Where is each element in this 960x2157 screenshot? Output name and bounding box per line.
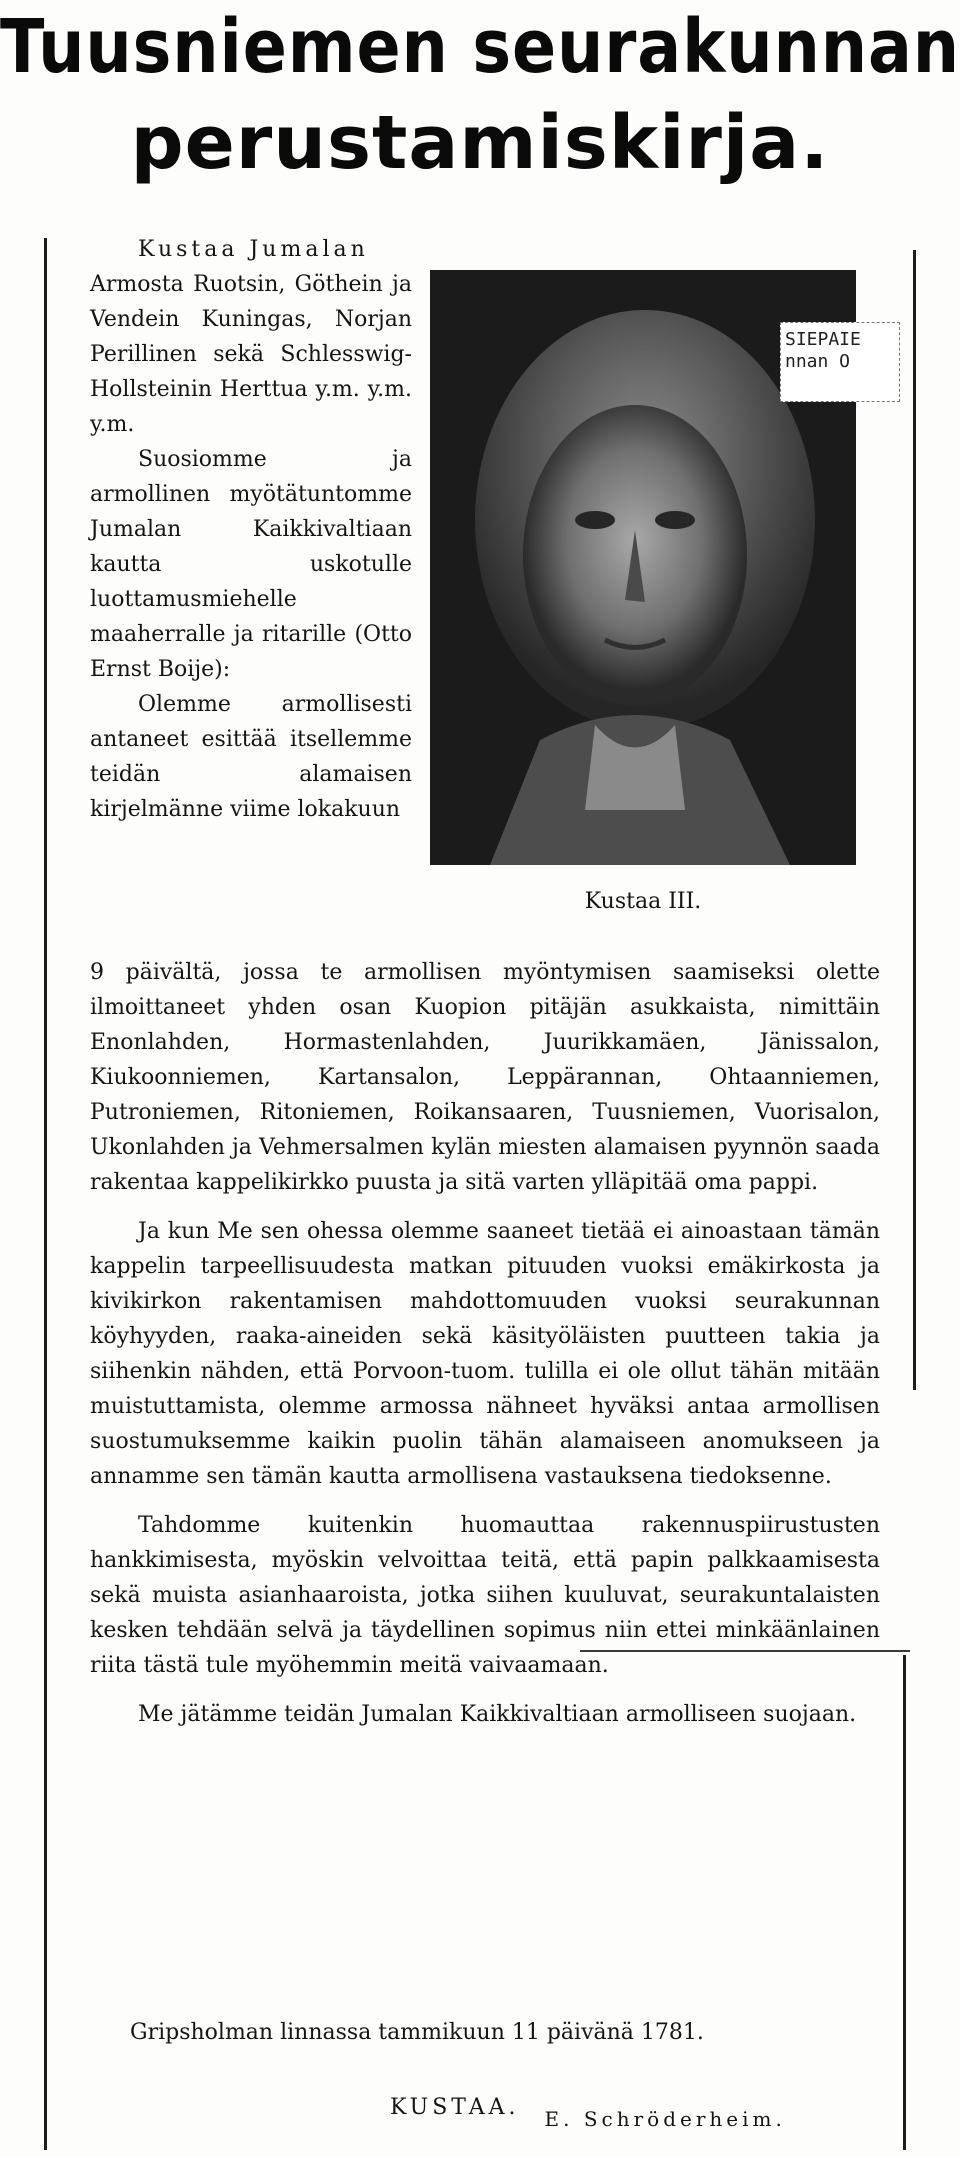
paragraph-gap bbox=[90, 1200, 880, 1214]
paragraph-titles: Armosta Ruotsin, Göthein ja Vendein Kuningas, Norjan Perillinen sekä Schlesswig-Hollsteinin Herttua y.m. y.m. y.m. bbox=[90, 272, 412, 437]
signature-king: KUSTAA. bbox=[390, 2095, 520, 2120]
signatures bbox=[390, 2092, 786, 2131]
paragraph-approval: Ja kun Me sen ohessa olemme saaneet tietää ei ainoastaan tämän kappelin tarpeellisuudesta matkan pituuden vuoksi emäkirkosta ja kivikirkon rakentamisen mahdottomuuden vuoksi seurakunnan köyhyyden, raaka-aineiden sekä käsityöläisten puutteen takia ja siihenkin nähden, että Porvoon-tuom. tulilla ei ole ollut tähän mitään muistuttamista, olemme armossa nähneet hyväksi antaa armollisen suostumuksemme kaikin puolin tähän alamaiseen anomukseen ja annamme sen tämän kautta armollisena vastauksena tiedoksenne. bbox=[90, 1219, 880, 1489]
paragraph-blessing: Me jätämme teidän Jumalan Kaikkivaltiaan armolliseen suojaan. bbox=[138, 1702, 857, 1727]
full-width-text bbox=[90, 955, 880, 1732]
left-column-text bbox=[90, 232, 412, 827]
left-column-rule bbox=[44, 238, 47, 2150]
paragraph-greeting: Suosiomme ja armollinen myötätuntomme Jumalan Kaikkivaltiaan kautta uskotulle luottamusmiehelle maaherralle ja ritarille (Otto Ernst Boije): bbox=[90, 447, 412, 682]
right-column-rule-top bbox=[913, 250, 916, 1390]
closing bbox=[90, 2015, 880, 2050]
portrait-caption: Kustaa III. bbox=[584, 889, 702, 914]
paragraph-gap bbox=[90, 1494, 880, 1508]
paragraph-petition-start: Olemme armollisesti antaneet esittää itsellemme teidän alamaisen kirjelmänne viime lokakuun bbox=[90, 692, 412, 822]
letter-opening: Kustaa Jumalan bbox=[138, 237, 369, 262]
paragraph-gap bbox=[90, 1683, 880, 1697]
signature-secretary: E. Schröderheim. bbox=[544, 2107, 786, 2131]
headline-line-1: Tuusniemen seurakunnan bbox=[0, 4, 960, 90]
headline-line-2: perustamiskirja. bbox=[130, 100, 830, 186]
place-and-date: Gripsholman linnassa tammikuun 11 päivänä 1781. bbox=[130, 2020, 704, 2045]
stamp-line-2: nnan O bbox=[785, 351, 851, 372]
stamp-line-1: SIEPAIE bbox=[785, 329, 861, 350]
paragraph-petition-continued: 9 päivältä, jossa te armollisen myöntymisen saamiseksi olette ilmoittaneet yhden osan Kuopion pitäjän asukkaista, nimittäin Enonlahden, Hormastenlahden, Juurikkamäen, Jänissalon, Kiukoonniemen, Kartansalon, Leppärannan, Ohtaanniemen, Putroniemen, Ritoniemen, Roikansaaren, Tuusniemen, Vuorisalon, Ukonlahden ja Vehmersalmen kylän miesten alamaisen pyynnön saada rakentaa kappelikirkko puusta ja sitä varten ylläpitää oma pappi. bbox=[90, 960, 880, 1195]
right-column-rule-bottom bbox=[903, 1655, 906, 2150]
clipping-stamp bbox=[780, 322, 900, 402]
paragraph-conditions: Tahdomme kuitenkin huomauttaa rakennuspiirustusten hankkimisesta, myöskin velvoittaa teitä, että papin palkkaamisesta sekä muista asianhaaroista, jotka siihen kuuluvat, seurakuntalaisten kesken tehdään selvä ja täydellinen sopimus niin ettei minkäänlainen riita tästä tule myöhemmin meitä vaivaamaan. bbox=[90, 1513, 880, 1678]
